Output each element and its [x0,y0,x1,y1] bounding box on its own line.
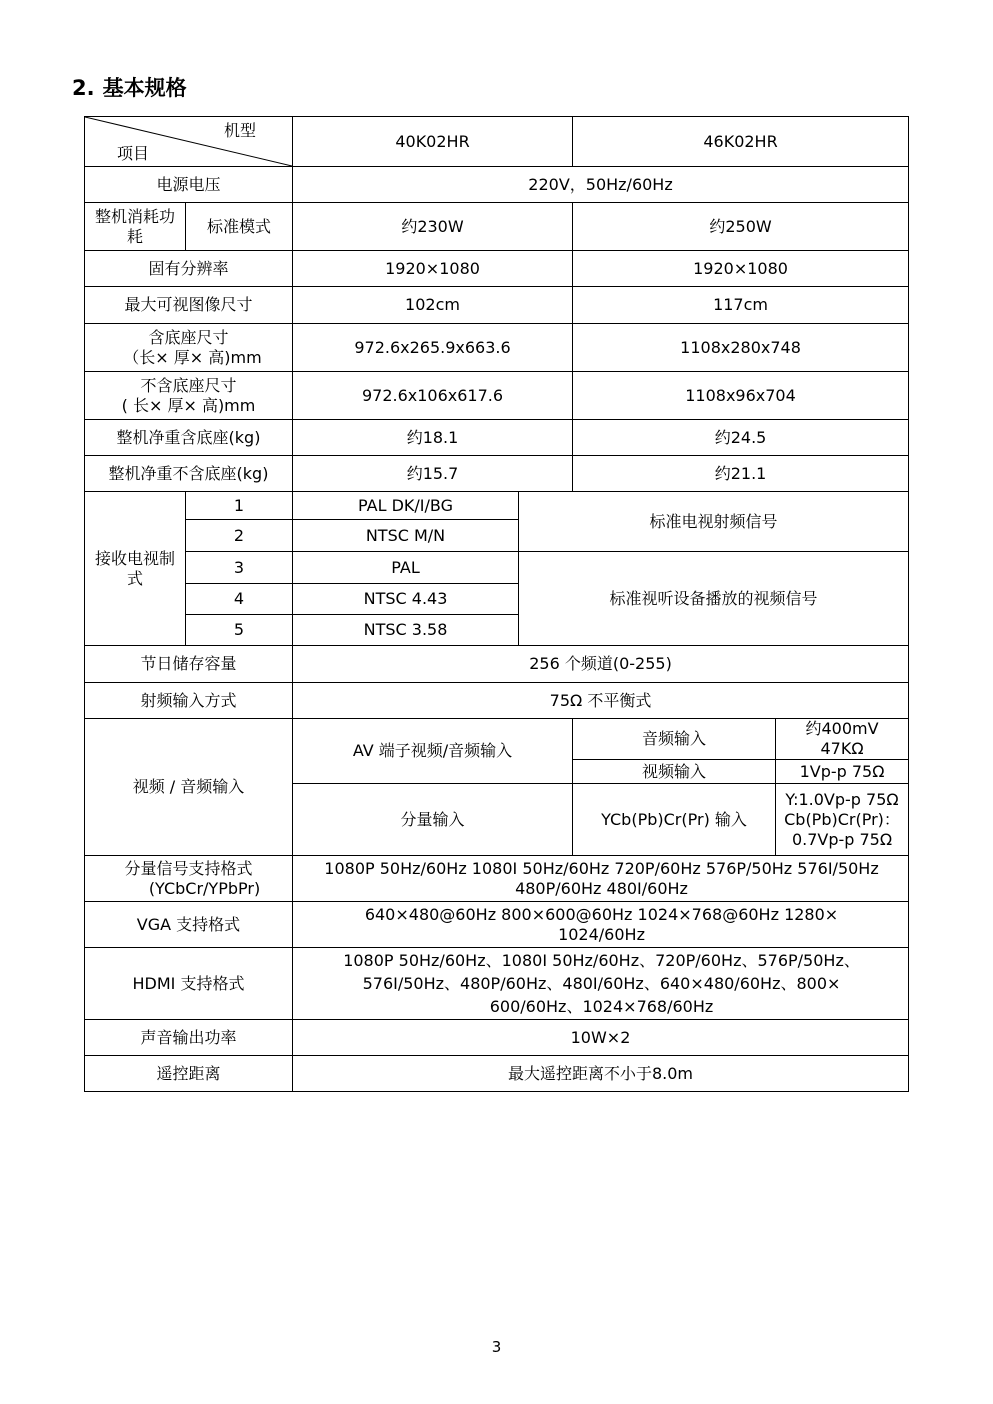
model1-value: 972.6x265.9x663.6 [293,324,573,372]
table-row [85,646,909,683]
row-label: 遥控距离 [85,1056,293,1092]
label-line: 不含底座尺寸 [140,375,237,395]
value-line: Y:1.0Vp-p 75Ω [785,789,899,809]
row-label [85,856,293,902]
value-line: 1080P 50Hz/60Hz、1080I 50Hz/60Hz、720P/60Hz、576P/50Hz、 [343,950,860,970]
row-label: 射频输入方式 [85,683,293,719]
label-line: ( 长× 厚× 高)mm [121,395,256,415]
video-input-value: 1Vp-p 75Ω [776,760,909,784]
table-row [85,167,909,203]
label-line: (YCbCr/YPbPr) [148,878,261,898]
table-row [85,251,909,287]
system-name: NTSC M/N [293,520,519,552]
label-line: 分量信号支持格式 [124,858,253,878]
row-label: 最大可视图像尺寸 [85,287,293,324]
system-name: PAL DK/I/BG [293,492,519,520]
row-label: HDMI 支持格式 [85,948,293,1020]
diag-item-label: 项目 [117,144,150,163]
table-row [85,456,909,492]
table-row [85,856,909,902]
table-row [85,902,909,948]
section-title: 基本规格 [102,76,187,100]
system-name: NTSC 3.58 [293,615,519,646]
row-label: 固有分辨率 [85,251,293,287]
audio-input-value: 约400mV 47KΩ [776,719,909,760]
row-label: VGA 支持格式 [85,902,293,948]
row-label: 节日储存容量 [85,646,293,683]
component-input-label: 分量输入 [293,784,573,856]
table-row [85,287,909,324]
model1-value: 972.6x106x617.6 [293,372,573,420]
audio-power-value: 10W×2 [293,1020,909,1056]
system-number: 1 [186,492,293,520]
model1-value: 约15.7 [293,456,573,492]
value-line: 640×480@60Hz 800×600@60Hz 1024×768@60Hz 1280× [364,904,839,924]
vga-formats-value [293,902,909,948]
table-row [85,719,909,760]
row-label: 整机消耗功耗 [85,203,186,251]
row-label [85,324,293,372]
model1-header: 40K02HR [293,117,573,167]
model2-value: 117cm [573,287,909,324]
video-input-label: 视频输入 [573,760,776,784]
system-name: PAL [293,552,519,584]
model2-value: 1108x280x748 [573,324,909,372]
table-row [85,420,909,456]
row-label: 整机净重不含底座(kg) [85,456,293,492]
model2-value: 约250W [573,203,909,251]
hdmi-formats-value [293,948,909,1020]
value-line: Cb(Pb)Cr(Pr)： [784,809,900,829]
row-label: 整机净重含底座(kg) [85,420,293,456]
system-number: 4 [186,584,293,615]
table-row [85,683,909,719]
channels-value: 256 个频道(0-255) [293,646,909,683]
model2-value: 1920×1080 [573,251,909,287]
model1-value: 102cm [293,287,573,324]
component-formats-value [293,856,909,902]
model2-header: 46K02HR [573,117,909,167]
spec-table [84,116,909,1092]
value-line: 0.7Vp-p 75Ω [791,829,893,849]
table-row [85,372,909,420]
model1-value: 约230W [293,203,573,251]
table-row [85,117,909,167]
table-row [85,948,909,1020]
value-line: 1080P 50Hz/60Hz 1080I 50Hz/60Hz 720P/60Hz 576P/50Hz 576I/50Hz [324,858,879,878]
row-label [85,372,293,420]
diag-model-label: 机型 [223,121,256,140]
remote-distance-value: 最大遥控距离不小于8.0m [293,1056,909,1092]
label-line: 含底座尺寸 [148,327,229,347]
label-line: （长× 厚× 高)mm [123,347,262,367]
table-row [85,203,909,251]
model1-value: 1920×1080 [293,251,573,287]
section-heading [72,72,187,102]
value-line: 600/60Hz、1024×768/60Hz [489,997,714,1017]
row-label: 声音输出功率 [85,1020,293,1056]
av-input-label: AV 端子视频/音频输入 [293,719,573,784]
table-row [85,324,909,372]
value-line: 480P/60Hz 480I/60Hz [515,878,688,898]
component-input-type: YCb(Pb)Cr(Pr) 输入 [573,784,776,856]
row-label: 接收电视制式 [85,492,186,646]
voltage-value: 220V，50Hz/60Hz [293,167,909,203]
value-line: 1024/60Hz [558,924,645,944]
table-row [85,552,909,584]
table-row [85,1020,909,1056]
page-number: 3 [491,1338,502,1356]
system-number: 2 [186,520,293,552]
model2-value: 约24.5 [573,420,909,456]
model2-value: 1108x96x704 [573,372,909,420]
diagonal-header-cell [85,117,293,167]
rf-value: 75Ω 不平衡式 [293,683,909,719]
power-mode: 标准模式 [186,203,293,251]
model2-value: 约21.1 [573,456,909,492]
system-name: NTSC 4.43 [293,584,519,615]
system-note: 标准视听设备播放的视频信号 [519,552,909,646]
system-number: 5 [186,615,293,646]
component-input-value [776,784,909,856]
audio-input-label: 音频输入 [573,719,776,760]
table-row [85,1056,909,1092]
model1-value: 约18.1 [293,420,573,456]
value-line: 576I/50Hz、480P/60Hz、480I/60Hz、640×480/60Hz、800× [362,973,841,993]
table-row [85,492,909,520]
system-note: 标准电视射频信号 [519,492,909,552]
system-number: 3 [186,552,293,584]
row-label: 电源电压 [85,167,293,203]
row-label: 视频 / 音频输入 [85,719,293,856]
section-number: 2. [72,76,95,100]
